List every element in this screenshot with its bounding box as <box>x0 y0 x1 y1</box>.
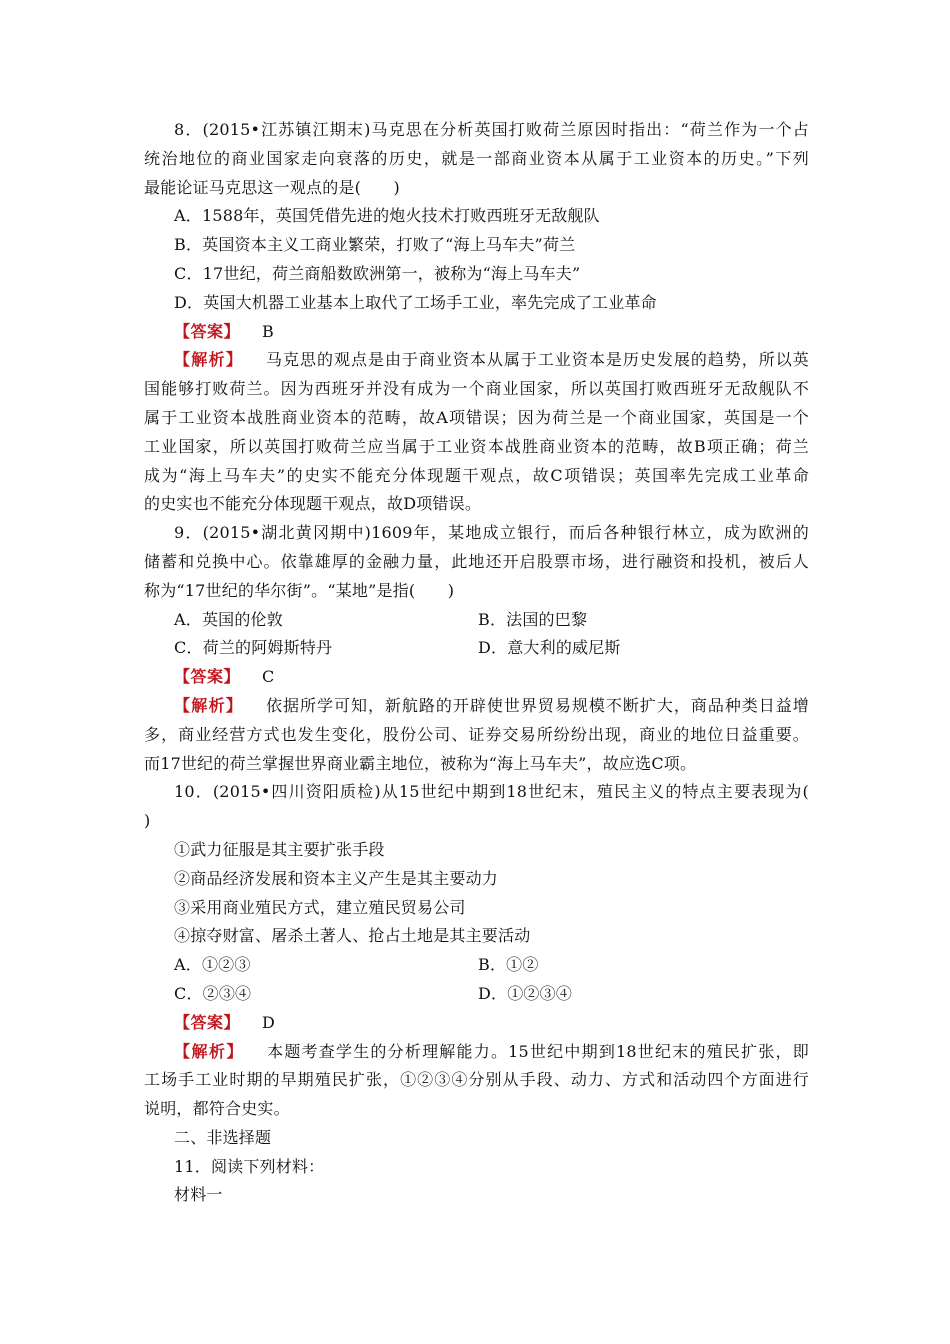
question-10-option-b: B．①② <box>478 955 539 975</box>
question-11-stem: 11．阅读下列材料： <box>174 1156 325 1176</box>
question-9-option-a: A．英国的伦敦 <box>174 609 283 629</box>
analysis-tag: 【解析】 <box>174 1041 245 1061</box>
question-10-option-d: D．①②③④ <box>478 983 573 1003</box>
analysis-tag: 【解析】 <box>174 695 244 715</box>
question-8-stem-line-2: 统治地位的商业国家走向衰落的历史，就是一部商业资本从属于工业资本的历史。”下列 <box>144 148 809 168</box>
question-8 <box>144 116 809 519</box>
question-10-options-row-1 <box>144 951 809 980</box>
question-10-analysis-line-2: 工场手工业时期的早期殖民扩张，①②③④分别从手段、动力、方式和活动四个方面进行 <box>144 1070 809 1090</box>
question-10-stem-line-1: 10．(2015•四川资阳质检)从15世纪中期到18世纪末，殖民主义的特点主要表现为( <box>174 782 809 802</box>
question-8-analysis-line-5: 成为“海上马车夫”的史实不能充分体现题干观点，故C项错误；英国率先完成工业革命 <box>144 465 809 485</box>
question-9-analysis-line-2: 多，商业经营方式也发生变化，股份公司、证券交易所纷纷出现，商业的地位日益重要。 <box>144 724 809 744</box>
question-8-option-d: D．英国大机器工业基本上取代了工场手工业，率先完成了工业革命 <box>174 292 657 312</box>
analysis-text: 马克思的观点是由于商业资本从属于工业资本是历史发展的趋势，所以英 <box>265 350 809 370</box>
question-10 <box>144 778 809 1124</box>
question-10-options-row-2 <box>144 980 809 1009</box>
question-9-answer <box>144 663 809 692</box>
analysis-tag: 【解析】 <box>174 350 244 370</box>
question-8-analysis-line-2: 国能够打败荷兰。因为西班牙并没有成为一个商业国家，所以英国打败西班牙无敌舰队不 <box>144 379 809 399</box>
question-8-stem-line-3: 最能论证马克思这一观点的是( ) <box>144 177 400 197</box>
question-8-option-b: B．英国资本主义工商业繁荣，打败了“海上马车夫”荷兰 <box>174 235 576 255</box>
question-10-analysis-line-3: 说明，都符合史实。 <box>144 1099 290 1119</box>
question-10-analysis-line-1 <box>144 1038 809 1067</box>
answer-tag: 【答案】 <box>174 667 241 687</box>
question-10-stem-line-2: ) <box>144 811 151 831</box>
analysis-text: 依据所学可知，新航路的开辟使世界贸易规模不断扩大，商品种类日益增 <box>265 695 809 715</box>
answer-value: D <box>262 1012 276 1032</box>
answer-tag: 【答案】 <box>174 321 241 341</box>
question-8-analysis-line-3: 属于工业资本战胜商业资本的范畴，故A项错误；因为荷兰是一个商业国家，英国是一个 <box>144 407 809 427</box>
question-9-stem-line-3: 称为“17世纪的华尔街”。“某地”是指( ) <box>144 580 455 600</box>
question-10-answer <box>144 1009 809 1038</box>
question-10-option-a: A．①②③ <box>174 955 251 975</box>
question-8-answer <box>144 318 809 347</box>
question-9-analysis-line-3: 而17世纪的荷兰掌握世界商业霸主地位，被称为“海上马车夫”，故应选C项。 <box>144 753 697 773</box>
question-10-item-2: ②商品经济发展和资本主义产生是其主要动力 <box>174 868 499 888</box>
question-10-item-3: ③采用商业殖民方式，建立殖民贸易公司 <box>174 897 466 917</box>
question-8-analysis-line-4: 工业国家，所以英国打败荷兰应当属于工业资本战胜商业资本的范畴，故B项正确；荷兰 <box>144 436 809 456</box>
question-9 <box>144 519 809 778</box>
question-9-option-c: C．荷兰的阿姆斯特丹 <box>174 638 333 658</box>
question-8-stem-line-1: 8．(2015•江苏镇江期末)马克思在分析英国打败荷兰原因时指出：“荷兰作为一个占 <box>174 120 809 139</box>
document-body <box>144 116 809 1210</box>
answer-tag: 【答案】 <box>174 1012 241 1032</box>
question-9-stem-line-1: 9．(2015•湖北黄冈期中)1609年，某地成立银行，而后各种银行林立，成为欧洲的 <box>174 523 809 543</box>
question-9-option-d: D．意大利的威尼斯 <box>478 638 621 658</box>
question-9-analysis-line-1 <box>144 692 809 721</box>
question-10-option-c: C．②③④ <box>174 983 252 1003</box>
question-9-option-b: B．法国的巴黎 <box>478 609 588 629</box>
question-9-stem-line-2: 储蓄和兑换中心。依靠雄厚的金融力量，此地还开启股票市场，进行融资和投机，被后人 <box>144 551 809 571</box>
question-10-item-4: ④掠夺财富、屠杀土著人、抢占土地是其主要活动 <box>174 926 531 946</box>
material-1-label: 材料一 <box>174 1185 223 1205</box>
question-8-analysis-line-6: 的史实也不能充分体现题干观点，故D项错误。 <box>144 494 482 514</box>
analysis-text: 本题考查学生的分析理解能力。15世纪中期到18世纪末的殖民扩张，即 <box>266 1041 809 1061</box>
question-10-item-1: ①武力征服是其主要扩张手段 <box>174 839 385 859</box>
section-non-choice <box>144 1124 809 1210</box>
answer-value: C <box>262 667 275 687</box>
section-heading: 二、非选择题 <box>174 1127 272 1147</box>
question-8-analysis-line-1 <box>144 346 809 375</box>
answer-value: B <box>262 321 274 341</box>
question-8-option-c: C．17世纪，荷兰商船数欧洲第一，被称为“海上马车夫” <box>174 263 581 283</box>
question-9-options-row-1 <box>144 606 809 635</box>
question-8-option-a: A．1588年，英国凭借先进的炮火技术打败西班牙无敌舰队 <box>174 206 600 226</box>
question-9-options-row-2 <box>144 634 809 663</box>
